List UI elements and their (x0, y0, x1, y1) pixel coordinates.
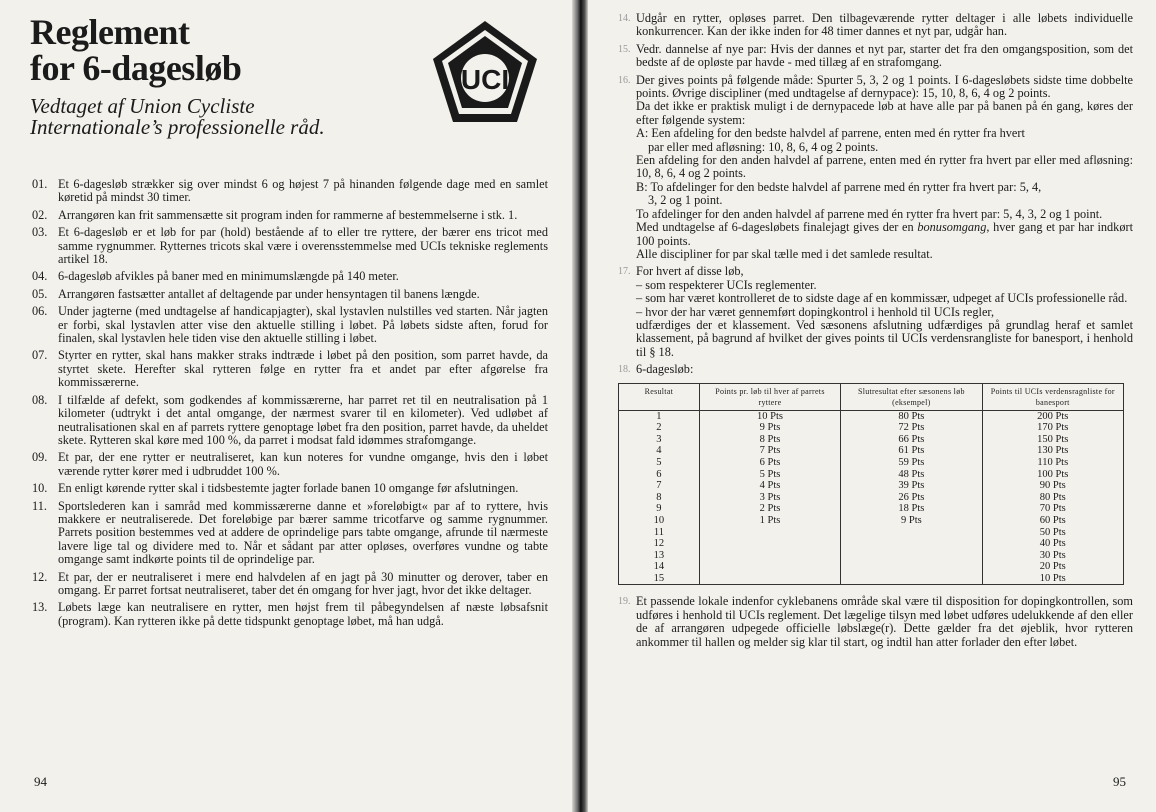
rule-16-all: Alle discipliner for par skal tælle med i det samlede resultat. (636, 246, 933, 261)
rule-16-a-line2: par eller med afløsning: 10, 8, 6, 4 og 2 points. (648, 139, 879, 154)
table-header-row (619, 383, 1124, 410)
table-cell: 60 Pts (982, 515, 1123, 527)
table-row (619, 434, 1124, 446)
table-cell: 18 Pts (841, 503, 982, 515)
table-cell: 61 Pts (841, 445, 982, 457)
table-cell: 3 (619, 434, 700, 446)
table-row (619, 550, 1124, 562)
table-cell: 10 Pts (982, 573, 1123, 585)
rule-17-item-2: – som har været kontrolleret de to sidste dage af en kommissær, udpeget af UCIs professionelle råd. (636, 291, 1128, 306)
table-cell (841, 527, 982, 539)
rule-number: 13. (32, 600, 48, 615)
table-cell: 66 Pts (841, 434, 982, 446)
table-row (619, 492, 1124, 504)
table-cell: 10 Pts (699, 410, 840, 422)
table-row (619, 480, 1124, 492)
rule-16 (618, 74, 1133, 262)
rule-number: 02. (32, 207, 48, 222)
table-cell: 100 Pts (982, 469, 1123, 481)
table-row (619, 457, 1124, 469)
table-cell: 12 (619, 538, 700, 550)
table-cell: 80 Pts (982, 492, 1123, 504)
table-cell (699, 538, 840, 550)
table-cell: 6 (619, 469, 700, 481)
page-number-right: 95 (1113, 774, 1126, 789)
table-cell: 1 Pts (699, 515, 840, 527)
table-cell: 8 (619, 492, 700, 504)
table-header: Points til UCIs verdensragnliste for banesport (982, 383, 1123, 410)
table-cell: 40 Pts (982, 538, 1123, 550)
rule-17-outro: udfærdiges der et klassement. Ved sæsonens afslutning udfærdiges på grundlag heraf et samlet klassement, på bagrund af hvilket der gives points til UCIs verdensrangliste for banesport, i henhold til § 18. (636, 317, 1133, 359)
table-body (619, 410, 1124, 585)
table-cell: 1 (619, 410, 700, 422)
rule-item (32, 288, 548, 301)
table-header: Slutresultat efter sæsonens løb (eksempel) (841, 383, 982, 410)
table-cell: 9 (619, 503, 700, 515)
rule-number: 17. (618, 266, 631, 278)
table-cell: 80 Pts (841, 410, 982, 422)
table-cell: 7 Pts (699, 445, 840, 457)
rule-text (636, 74, 1133, 262)
rule-number: 03. (32, 225, 48, 240)
rule-text: 6-dagesløb afvikles på baner med en minimumslængde på 140 meter. (58, 269, 399, 284)
rule-number: 18. (618, 364, 631, 376)
rules-list (32, 178, 548, 632)
rule-17-item-1: – som respekterer UCIs reglementer. (636, 277, 817, 292)
table-row (619, 445, 1124, 457)
rule-16-a-line1: A: Een afdeling for den bedste halvdel af parrene, enten med én rytter fra hvert (636, 126, 1025, 141)
rule-item (32, 482, 548, 495)
table-cell: 130 Pts (982, 445, 1123, 457)
table-cell: 70 Pts (982, 503, 1123, 515)
rule-item (32, 209, 548, 222)
table-cell: 7 (619, 480, 700, 492)
table-row (619, 422, 1124, 434)
table-cell: 8 Pts (699, 434, 840, 446)
table-cell: 14 (619, 561, 700, 573)
rule-text: Under jagterne (med undtagelse af handicapjagter), skal lystavlen nulstilles ved starten. Når jagten er forbi, skal lystavlen atter vise den aktuelle stilling i løbet. På løbets sidste aften, forud for finalen, skal lystavlen hele tiden vise den aktuelle stilling i løbet. (58, 304, 548, 346)
rule-14 (618, 12, 1133, 39)
rule-number: 07. (32, 348, 48, 363)
table-cell: 150 Pts (982, 434, 1123, 446)
subtitle-line-2: Internationale’s professionelle råd. (30, 115, 325, 139)
table-row (619, 573, 1124, 585)
table-cell: 10 (619, 515, 700, 527)
rule-item (32, 394, 548, 448)
table-cell: 5 Pts (699, 469, 840, 481)
rule-number: 19. (618, 596, 631, 608)
table-cell: 170 Pts (982, 422, 1123, 434)
table-cell (841, 538, 982, 550)
rule-number: 14. (618, 13, 631, 24)
right-page-content (618, 12, 1133, 653)
rule-number: 04. (32, 269, 48, 284)
rule-text: Et par, der ene rytter er neutraliseret, kan kun noteres for vundne omgange, hvis den i løbet værende rytter kører med i udbruddet 100 %. (58, 450, 548, 478)
right-page (588, 0, 1156, 812)
rule-item (32, 226, 548, 266)
rule-item (32, 451, 548, 478)
rule-text: I tilfælde af defekt, som godkendes af kommissærerne, har parret ret til en neutralisation på 1 kilometer (udtrykt i det antal omgange, der nærmest svarer til en kilometer). Ved udløbet af neutralisationen skal en af parrets ryttere genoptage løbet fra den position, parret havde, da uheldet skete. Rytteren skal køre med 100 %, da parret i modsat fald idømmes strafomgange. (58, 392, 548, 447)
table-cell: 110 Pts (982, 457, 1123, 469)
table-cell: 59 Pts (841, 457, 982, 469)
table-cell: 2 Pts (699, 503, 840, 515)
rule-number: 12. (32, 569, 48, 584)
rule-text: 6-dagesløb: (636, 362, 694, 377)
rule-text: Et 6-dagesløb er et løb for par (hold) bestående af to eller tre ryttere, der bærer ens tricot med samme rygnummer. Rytternes tricots skal være i overensstemmelse med UCIs tekniske reglements artikel 18. (58, 225, 548, 267)
rule-item (32, 601, 548, 628)
rule-number: 09. (32, 450, 48, 465)
logo-text: UCI (460, 64, 510, 95)
table-cell: 90 Pts (982, 480, 1123, 492)
table-cell: 6 Pts (699, 457, 840, 469)
subtitle-line-1: Vedtaget af Union Cycliste (30, 94, 255, 118)
table-cell: 9 Pts (699, 422, 840, 434)
rule-number: 11. (32, 498, 47, 513)
rule-item (32, 305, 548, 345)
rule-number: 01. (32, 177, 48, 191)
rule-16-b-line1: B: To afdelinger for den bedste halvdel af parrene med én rytter fra hvert par: 5, 4, (636, 179, 1042, 194)
rule-item (32, 270, 548, 283)
table-cell: 2 (619, 422, 700, 434)
table-cell: 30 Pts (982, 550, 1123, 562)
table-cell: 50 Pts (982, 527, 1123, 539)
bonus-text-pre: Med undtagelse af 6-dagesløbets finalejagt gives der en (636, 220, 918, 235)
table-cell (699, 573, 840, 585)
table-header: Points pr. løb til hver af parrets ryttere (699, 383, 840, 410)
rule-text: Et par, der er neutraliseret i mere end halvdelen af en jagt på 30 minutter og derover, taber en omgang. Er parret fortsat neutraliseret, taber det én omgang for hver jagt, hvor det ikke deltager. (58, 569, 548, 597)
uci-logo (430, 18, 540, 128)
rule-number: 10. (32, 481, 48, 496)
table-cell (841, 573, 982, 585)
rule-text: Løbets læge kan neutralisere en rytter, men højst frem til påbegyndelsen af næste løbsafsnit (program). Kan rytteren ikke på dette tidspunkt genoptage løbet, må han udgå. (58, 600, 548, 628)
results-table (618, 383, 1124, 586)
rule-16-system: Da det ikke er praktisk muligt i de dernypacede løb at have alle par på banen på én gang, køres der efter følgende system: (636, 99, 1133, 127)
table-row (619, 561, 1124, 573)
table-cell: 9 Pts (841, 515, 982, 527)
rule-15 (618, 43, 1133, 70)
left-page (0, 0, 572, 812)
rule-text: Styrter en rytter, skal hans makker straks indtræde i løbet på den position, som parret havde, da styrtet skete. Herefter skal rytteren følge en rytter fra et andet par efter afgørelse fra kommissærerne. (58, 348, 548, 390)
rule-number: 16. (618, 74, 631, 86)
rule-17-intro: For hvert af disse løb, (636, 264, 744, 279)
table-row (619, 410, 1124, 422)
subtitle (30, 96, 325, 138)
bonus-term: bonusomgang (917, 220, 987, 235)
table-cell: 4 Pts (699, 480, 840, 492)
rule-17 (618, 265, 1133, 359)
table-cell (841, 550, 982, 562)
rule-16-a-other: Een afdeling for den anden halvdel af parrene, enten med én rytter fra hvert par eller med afløsning: 10, 8, 6, 4 og 2 points. (636, 153, 1133, 181)
rule-text: Et passende lokale indenfor cyklebanens område skal være til disposition for dopingkontrollen, som udføres i henhold til UCIs reglement. Det lægelige tilsyn med løbet udføres udelukkende af den eller de af arrangøren udpegede officielle løbslæge(r). Dette gælder fra det øjeblik, hvor rytteren ankommer til hallen og melder sig klar til start, og indtil han atter forlader den efter løbet. (636, 594, 1133, 649)
rule-19 (618, 595, 1133, 649)
rule-text: Vedr. dannelse af nye par: Hvis der dannes et nyt par, starter det fra den omgangsposition, som det bedste af de opløste par havde - med tillæg af en strafomgang. (636, 41, 1133, 70)
table-cell: 26 Pts (841, 492, 982, 504)
rule-17-item-3: – hvor der har været gennemført dopingkontrol i henhold til UCIs regler, (636, 304, 995, 319)
rule-16-b-line2: 3, 2 og 1 point. (648, 193, 723, 208)
table-row (619, 503, 1124, 515)
table-cell (699, 561, 840, 573)
book-gutter (572, 0, 588, 812)
page-number-left: 94 (34, 774, 47, 789)
table-row (619, 469, 1124, 481)
rule-number: 08. (32, 392, 48, 407)
rule-text: Sportslederen kan i samråd med kommissærerne danne et »foreløbigt« par af to ryttere, hvis makkere er neutraliserede. Det foreløbige par bærer samme tricotfarve og samme rygnummer. Parrets position bestemmes ved at addere de oprindelige pars tabte omgange, afrunde til nærmeste lavere lige tal og dividere med to. Når et sådant par atter opløses, overføres vundne og tabte omgange samt indkørte points til de oprindelige par. (58, 498, 548, 567)
rule-text: En enligt kørende rytter skal i tidsbestemte jagter forlade banen 10 omgange før afslutningen. (58, 481, 519, 496)
table-cell: 5 (619, 457, 700, 469)
rule-item (32, 500, 548, 567)
table-cell: 72 Pts (841, 422, 982, 434)
table-cell: 13 (619, 550, 700, 562)
bonus-text-post: , hver gang et par har indkørt 100 points. (636, 220, 1133, 248)
rule-16-points: Der gives points på følgende måde: Spurter 5, 3, 2 og 1 points. I 6-dagesløbets sidste time dobbelte points. Øvrige discipliner (med undtagelse af dernypace): 15, 10, 8, 6, 4 og 2 points. (636, 72, 1133, 101)
table-row (619, 527, 1124, 539)
rule-number: 15. (618, 43, 631, 55)
table-row (619, 538, 1124, 550)
table-cell (699, 550, 840, 562)
rule-item (32, 571, 548, 598)
rule-text: Udgår en rytter, opløses parret. Den tilbageværende rytter deltager i alle løbets individuelle konkurrencer. Kan der ikke inden for 48 timer dannes et nyt par, udgår han. (636, 11, 1133, 39)
rule-16-bonus (636, 221, 1133, 248)
table-cell (699, 527, 840, 539)
title-line-2: for 6-dagesløb (30, 48, 242, 88)
rule-text (636, 265, 1133, 359)
rule-text: Arrangøren kan frit sammensætte sit program inden for rammerne af bestemmelserne i stk. 1. (58, 207, 518, 222)
table-cell (841, 561, 982, 573)
table-cell: 3 Pts (699, 492, 840, 504)
rule-number: 06. (32, 304, 48, 319)
table-cell: 15 (619, 573, 700, 585)
table-header: Resultat (619, 383, 700, 410)
page-title (30, 14, 241, 86)
title-line-1: Reglement (30, 12, 190, 52)
rule-text: Arrangøren fastsætter antallet af deltagende par under hensyntagen til banens længde. (58, 286, 480, 301)
rule-item (32, 178, 548, 205)
rule-16-b-other: To afdelinger for den anden halvdel af parrene med én rytter fra hvert par: 5, 4, 3, 2 og 1 point. (636, 206, 1103, 221)
table-row (619, 515, 1124, 527)
table-cell: 4 (619, 445, 700, 457)
table-cell: 48 Pts (841, 469, 982, 481)
table-cell: 11 (619, 527, 700, 539)
rule-text: Et 6-dagesløb strækker sig over mindst 6 og højest 7 på hinanden følgende dage med en samlet køretid på mindst 30 timer. (58, 177, 548, 205)
table-cell: 20 Pts (982, 561, 1123, 573)
rule-number: 05. (32, 286, 48, 301)
table-cell: 200 Pts (982, 410, 1123, 422)
rule-18 (618, 363, 1133, 376)
table-cell: 39 Pts (841, 480, 982, 492)
rule-item (32, 349, 548, 389)
